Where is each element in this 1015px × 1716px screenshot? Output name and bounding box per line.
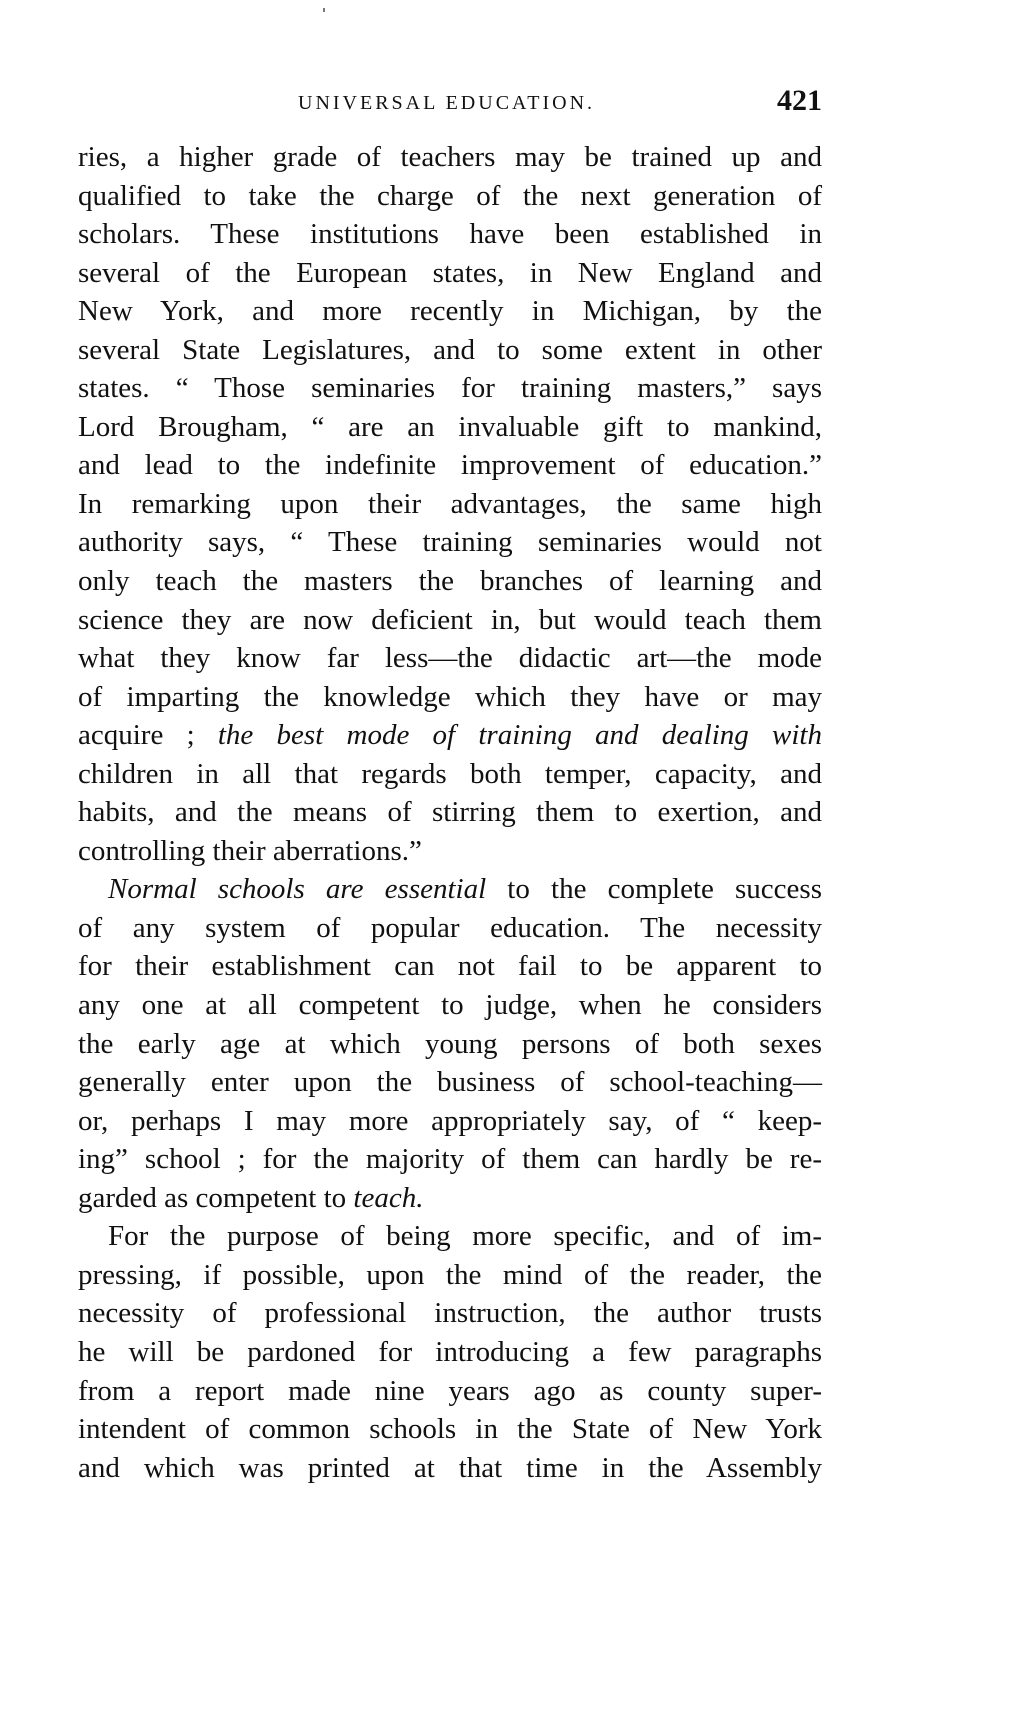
- text-line: pressing, if possible, upon the mind of the reader, the: [78, 1258, 822, 1291]
- text-line: several State Legislatures, and to some extent in other: [78, 333, 822, 366]
- text-line-mixed: [78, 716, 822, 755]
- text-segment: acquire ;: [78, 719, 218, 752]
- text-line: he will be pardoned for introducing a few paragraphs: [78, 1335, 822, 1368]
- text-line: several of the European states, in New England and: [78, 256, 822, 289]
- text-line: intendent of common schools in the State of New York: [78, 1413, 822, 1446]
- text-line: of any system of popular education. The necessity: [78, 911, 822, 944]
- text-line: For the purpose of being more specific, and of im-: [108, 1220, 822, 1253]
- text-line: Lord Brougham, “ are an invaluable gift to mankind,: [78, 410, 822, 443]
- text-line: children in all that regards both temper, capacity, and: [78, 757, 822, 790]
- text-line: only teach the masters the branches of learning and: [78, 565, 822, 598]
- text-line: the early age at which young persons of both sexes: [78, 1027, 822, 1060]
- text-line: of imparting the knowledge which they have or may: [78, 680, 822, 713]
- paper-speck: [323, 8, 325, 12]
- text-line: authority says, “ These training seminaries would not: [78, 526, 822, 559]
- text-line: for their establishment can not fail to be apparent to: [78, 950, 822, 983]
- text-line: what they know far less—the didactic art—the mode: [78, 642, 822, 675]
- text-line: ing” school ; for the majority of them can hardly be re-: [78, 1143, 822, 1176]
- text-line: and which was printed at that time in the Assembly: [78, 1451, 822, 1484]
- text-line: any one at all competent to judge, when he considers: [78, 989, 822, 1022]
- text-line: states. “ Those seminaries for training masters,” says: [78, 372, 822, 405]
- text-line: and lead to the indefinite improvement of education.”: [78, 449, 822, 482]
- text-segment: garded as competent to: [78, 1181, 354, 1214]
- text-segment: to the complete success: [486, 873, 822, 906]
- text-line: necessity of professional instruction, the author trusts: [78, 1297, 822, 1330]
- text-line: New York, and more recently in Michigan, by the: [78, 295, 822, 328]
- italic-segment: Normal schools are essential: [108, 873, 487, 906]
- text-line: or, perhaps I may more appropriately say, of “ keep-: [78, 1104, 822, 1137]
- text-line: science they are now deficient in, but would teach them: [78, 603, 822, 636]
- text-line: from a report made nine years ago as county super-: [78, 1374, 822, 1407]
- text-line: habits, and the means of stirring them to exertion, and: [78, 796, 822, 829]
- page-number: 421: [777, 84, 822, 117]
- running-head: UNIVERSAL EDUCATION.: [298, 92, 596, 114]
- text-line: generally enter upon the business of school-teaching—: [78, 1066, 822, 1099]
- text-line: controlling their aberrations.”: [78, 834, 422, 867]
- body-text: [78, 138, 822, 1487]
- text-line: qualified to take the charge of the next generation of: [78, 179, 822, 212]
- italic-segment: the best mode of training and dealing with: [217, 719, 822, 752]
- page-header: [78, 84, 822, 124]
- text-line-mixed: [78, 870, 822, 909]
- text-line-mixed: [78, 1179, 822, 1218]
- text-line: scholars. These institutions have been established in: [78, 218, 822, 251]
- text-line: ries, a higher grade of teachers may be trained up and: [78, 141, 822, 173]
- italic-segment: teach.: [353, 1181, 424, 1214]
- text-line: In remarking upon their advantages, the same high: [78, 487, 822, 520]
